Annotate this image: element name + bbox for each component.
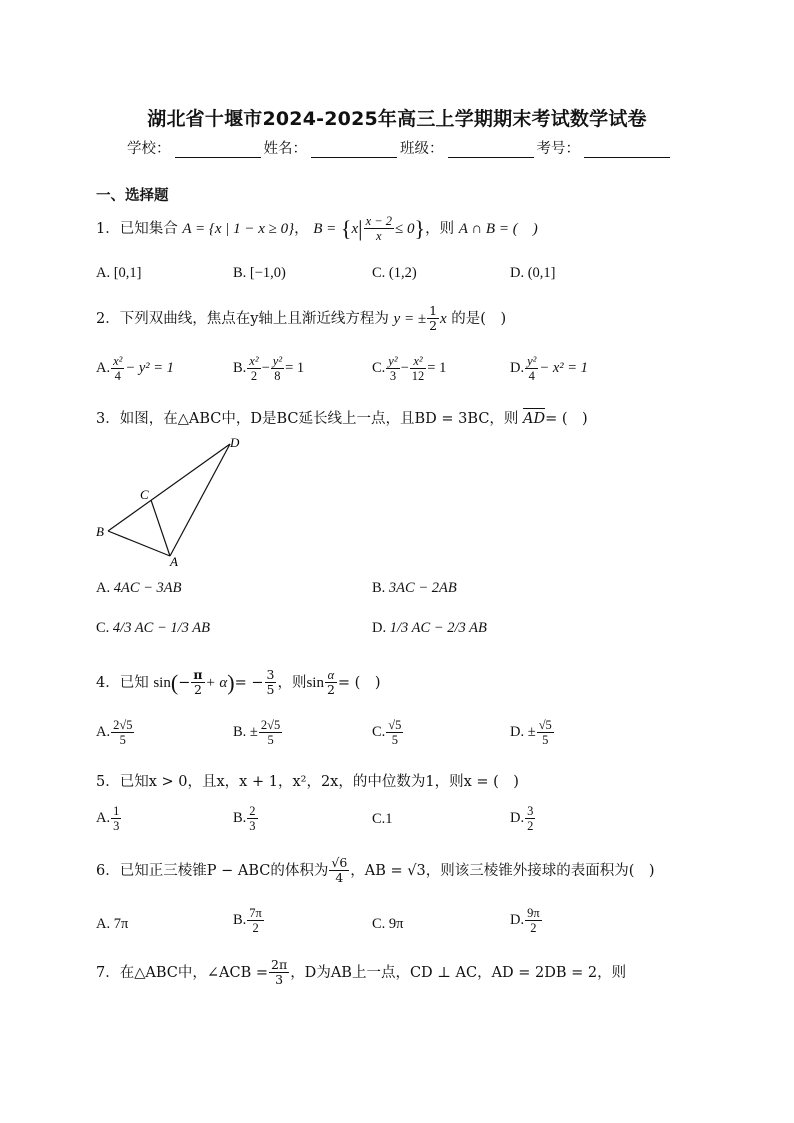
- question-number: 1．: [96, 220, 120, 237]
- paren-left: (: [170, 669, 179, 695]
- denominator: 4: [528, 369, 535, 384]
- denominator: 5: [267, 733, 274, 748]
- fraction: [386, 718, 403, 748]
- question-number: 4．: [96, 674, 120, 691]
- option-rest: = 1: [285, 360, 305, 377]
- question-text: 的是( ): [451, 310, 507, 327]
- denominator: 2: [530, 921, 537, 936]
- question-2: [96, 304, 506, 334]
- q4-option-c[interactable]: [372, 718, 404, 748]
- q5-option-d[interactable]: [510, 804, 536, 834]
- option-rest: − y² = 1: [125, 360, 174, 377]
- equals: = −: [234, 674, 264, 691]
- page-title: 湖北省十堰市2024-2025年高三上学期期末考试数学试卷: [147, 108, 647, 130]
- question-number: 7．: [96, 964, 120, 981]
- q6-option-a[interactable]: [96, 916, 128, 933]
- fraction: [386, 354, 399, 384]
- alpha-term: + α: [205, 674, 228, 691]
- question-number: 6．: [96, 862, 120, 879]
- denominator: 3: [389, 369, 397, 384]
- question-text: 已知集合: [119, 220, 178, 237]
- denominator: 2: [326, 682, 335, 698]
- numerator: 2√5: [260, 718, 281, 732]
- school-label: 学校：: [127, 141, 171, 157]
- numerator: 1: [429, 303, 438, 318]
- numerator: x − 2: [365, 214, 393, 228]
- question-text: 下列双曲线，焦点在y轴上且渐近线方程为: [119, 310, 389, 327]
- option-label: B. ±: [233, 724, 258, 741]
- set-b-label: B =: [313, 220, 337, 237]
- option-label: B.: [372, 580, 386, 596]
- option-label: A.: [96, 360, 111, 377]
- numerator: 2π: [271, 957, 288, 972]
- fraction: [247, 906, 264, 936]
- option-label: C.: [96, 620, 110, 636]
- q6-option-b[interactable]: [233, 906, 265, 936]
- denominator: 2: [429, 318, 438, 334]
- brace-right: }: [414, 215, 426, 241]
- set-b-var: x: [351, 220, 359, 237]
- denominator: 2: [193, 682, 202, 698]
- equation-var: x: [440, 310, 447, 327]
- option-label: B.: [233, 810, 247, 827]
- fraction: [537, 718, 554, 748]
- q6-option-d[interactable]: [510, 906, 543, 936]
- q3-option-d[interactable]: [372, 620, 487, 637]
- fraction: [410, 354, 427, 384]
- option-rest: − x² = 1: [539, 360, 588, 377]
- option-label: B.: [233, 360, 247, 377]
- student-info-row: [127, 137, 673, 158]
- number-label: 考号：: [536, 141, 580, 157]
- set-a: A = {x | 1 − x ≥ 0}: [182, 220, 295, 237]
- option-label: C.: [372, 724, 386, 741]
- option-expr: 3AC − 2AB: [388, 580, 457, 596]
- numerator: x²: [410, 354, 427, 369]
- denominator: 5: [266, 682, 275, 698]
- numerator: α: [325, 668, 337, 683]
- question-text: 已知: [119, 674, 149, 691]
- class-blank[interactable]: [448, 141, 534, 158]
- denominator: 5: [542, 733, 549, 748]
- option-label: D. ±: [510, 724, 536, 741]
- q1-option-d[interactable]: D. (0,1]: [510, 265, 556, 281]
- question-5: [96, 770, 519, 791]
- q5-option-a[interactable]: [96, 804, 122, 834]
- denominator: 12: [411, 369, 425, 384]
- label-b: B: [96, 524, 104, 539]
- sin-func: sin: [153, 674, 171, 691]
- fraction: [525, 804, 535, 834]
- vector-ad: AD: [523, 411, 546, 427]
- q2-option-c[interactable]: C. $\frac{\text{y²}}{3}$ − $\frac{\text{x²}}{12}$ = 1: [372, 354, 447, 384]
- fraction: [191, 668, 204, 698]
- name-blank[interactable]: [311, 141, 397, 158]
- denominator: 5: [119, 733, 126, 748]
- option-label: D.: [510, 912, 525, 929]
- school-blank[interactable]: [175, 141, 261, 158]
- numerator: 1: [113, 804, 120, 818]
- q3-option-b[interactable]: [372, 580, 457, 597]
- option-expr: 4/3 AC − 1/3 AB: [112, 620, 210, 636]
- numerator: x²: [249, 354, 259, 368]
- denominator: 8: [274, 369, 281, 384]
- numerator: √5: [538, 718, 552, 732]
- numerator: 3: [527, 804, 534, 818]
- option-label: D.: [510, 360, 525, 377]
- numerator: √5: [388, 718, 402, 732]
- bar: |: [358, 215, 363, 241]
- triangle-figure: [90, 432, 270, 572]
- question-text: 已知x > 0，且x，x + 1，x²，2x，的中位数为1，则x = ( ): [119, 774, 519, 790]
- denominator: 3: [113, 819, 120, 834]
- denominator: 3: [275, 972, 284, 988]
- fraction: [111, 354, 124, 384]
- q5-option-b[interactable]: [233, 804, 259, 834]
- q3-option-c[interactable]: [96, 620, 210, 637]
- segment-da: [170, 444, 230, 556]
- q2-option-a[interactable]: [96, 354, 174, 384]
- option-label: A.: [96, 580, 111, 596]
- fraction: [427, 304, 439, 334]
- q5-option-c[interactable]: [372, 811, 393, 828]
- question-3: [96, 407, 588, 428]
- segment-ba: [108, 531, 170, 556]
- option-label: C.1: [372, 811, 393, 827]
- fraction: [325, 668, 337, 698]
- fraction: [271, 354, 284, 384]
- numerator: x²: [113, 354, 123, 368]
- equation: y = ±: [393, 310, 427, 327]
- class-label: 班级：: [400, 141, 444, 157]
- fraction: [111, 718, 134, 748]
- denominator: x: [376, 229, 382, 244]
- q4-option-a[interactable]: [96, 718, 135, 748]
- numerator: y²: [388, 354, 398, 368]
- question-number: 3．: [96, 411, 120, 427]
- numerator: 2: [249, 804, 256, 818]
- fraction: [265, 668, 277, 698]
- option-label: C.: [372, 360, 386, 377]
- option-expr: 4AC − 3AB: [113, 580, 182, 596]
- question-number: 5．: [96, 774, 120, 790]
- denominator: 4: [114, 369, 121, 384]
- q4-option-b[interactable]: [233, 718, 283, 748]
- question-1: [96, 214, 538, 244]
- paren-right: ): [227, 669, 235, 695]
- name-label: 姓名：: [263, 141, 307, 157]
- question-text: 如图，在△ABC中，D是BC延长线上一点，且BD = 3BC，则: [119, 411, 519, 427]
- question-ask: = ( ): [337, 674, 381, 691]
- option-label: D.: [372, 620, 387, 636]
- denominator: 2: [250, 369, 258, 384]
- comma: ，: [294, 220, 309, 237]
- numerator: y²: [272, 354, 283, 368]
- q3-option-a[interactable]: [96, 580, 182, 597]
- numerator: √6: [331, 855, 348, 870]
- label-c: C: [140, 487, 149, 502]
- question-text: 已知正三棱锥P − ABC的体积为: [119, 862, 329, 879]
- question-6: [96, 856, 655, 886]
- set-b-relation: ≤ 0: [395, 220, 415, 237]
- fraction: [525, 354, 538, 384]
- label-a: A: [170, 554, 178, 569]
- sin-func: sin: [306, 674, 324, 691]
- denominator: 4: [335, 870, 344, 886]
- numerator: π: [193, 667, 203, 682]
- q1-option-b[interactable]: B. [−1,0): [233, 265, 286, 281]
- option-rest: = 1: [427, 360, 447, 377]
- option-label: A.: [96, 810, 111, 827]
- question-text: ，AB = √3，则该三棱锥外接球的表面积为( ): [350, 862, 655, 879]
- option-label: A.: [96, 724, 111, 741]
- label-d: D: [230, 435, 240, 450]
- denominator: 3: [249, 819, 256, 834]
- fraction: [525, 906, 542, 936]
- question-ask: A ∩ B = ( ): [458, 220, 538, 237]
- numerator: 3: [266, 667, 275, 682]
- fraction: [247, 804, 257, 834]
- option-label: C. 9π: [372, 916, 404, 932]
- q2-option-d[interactable]: [510, 354, 588, 384]
- brace-left: {: [340, 215, 352, 241]
- fraction: [269, 958, 289, 988]
- option-label: B.: [233, 912, 247, 929]
- q4-option-d[interactable]: [510, 718, 555, 748]
- numerator: 9π: [527, 906, 540, 920]
- question-text: ，则: [425, 220, 455, 237]
- denominator: 5: [391, 733, 398, 748]
- q6-option-c[interactable]: [372, 916, 404, 933]
- numerator: 7π: [249, 906, 262, 920]
- question-text: ，则: [277, 674, 307, 691]
- q1-option-c[interactable]: C. (1,2): [372, 265, 417, 281]
- denominator: 2: [527, 819, 534, 834]
- denominator: 2: [252, 921, 259, 936]
- section-heading: 一、选择题: [96, 188, 169, 204]
- segment-ca: [151, 500, 170, 556]
- fraction: [259, 718, 282, 748]
- set-b-fraction: [364, 214, 394, 244]
- question-ask: = ( ): [545, 411, 588, 427]
- question-number: 2．: [96, 310, 120, 327]
- q2-option-b[interactable]: B. $\frac{\text{x²}}{2}$ − $\frac{\text{y²}}{8}$ = 1: [233, 354, 305, 384]
- option-label: D.: [510, 810, 525, 827]
- numerator: 2√5: [113, 718, 133, 732]
- question-4: 4．已知 sin(− $\frac{\pi}{2}$ + α)= − $\frac{3}{5}$ ，则sin $\frac{\alpha}{2}$ = ( ): [96, 667, 381, 698]
- option-label: A. 7π: [96, 916, 129, 932]
- numerator: y²: [527, 354, 537, 368]
- question-7: [96, 958, 626, 988]
- fraction: [247, 354, 260, 384]
- question-text: ，D为AB上一点，CD ⊥ AC，AD = 2DB = 2，则: [290, 964, 627, 981]
- number-blank[interactable]: [584, 141, 670, 158]
- q1-option-a[interactable]: A. [0,1]: [96, 265, 142, 281]
- segment-bd: [108, 444, 230, 531]
- option-expr: 1/3 AC − 2/3 AB: [389, 620, 487, 636]
- fraction: [329, 856, 349, 886]
- question-text: 在△ABC中，∠ACB =: [119, 964, 269, 981]
- fraction: [111, 804, 121, 834]
